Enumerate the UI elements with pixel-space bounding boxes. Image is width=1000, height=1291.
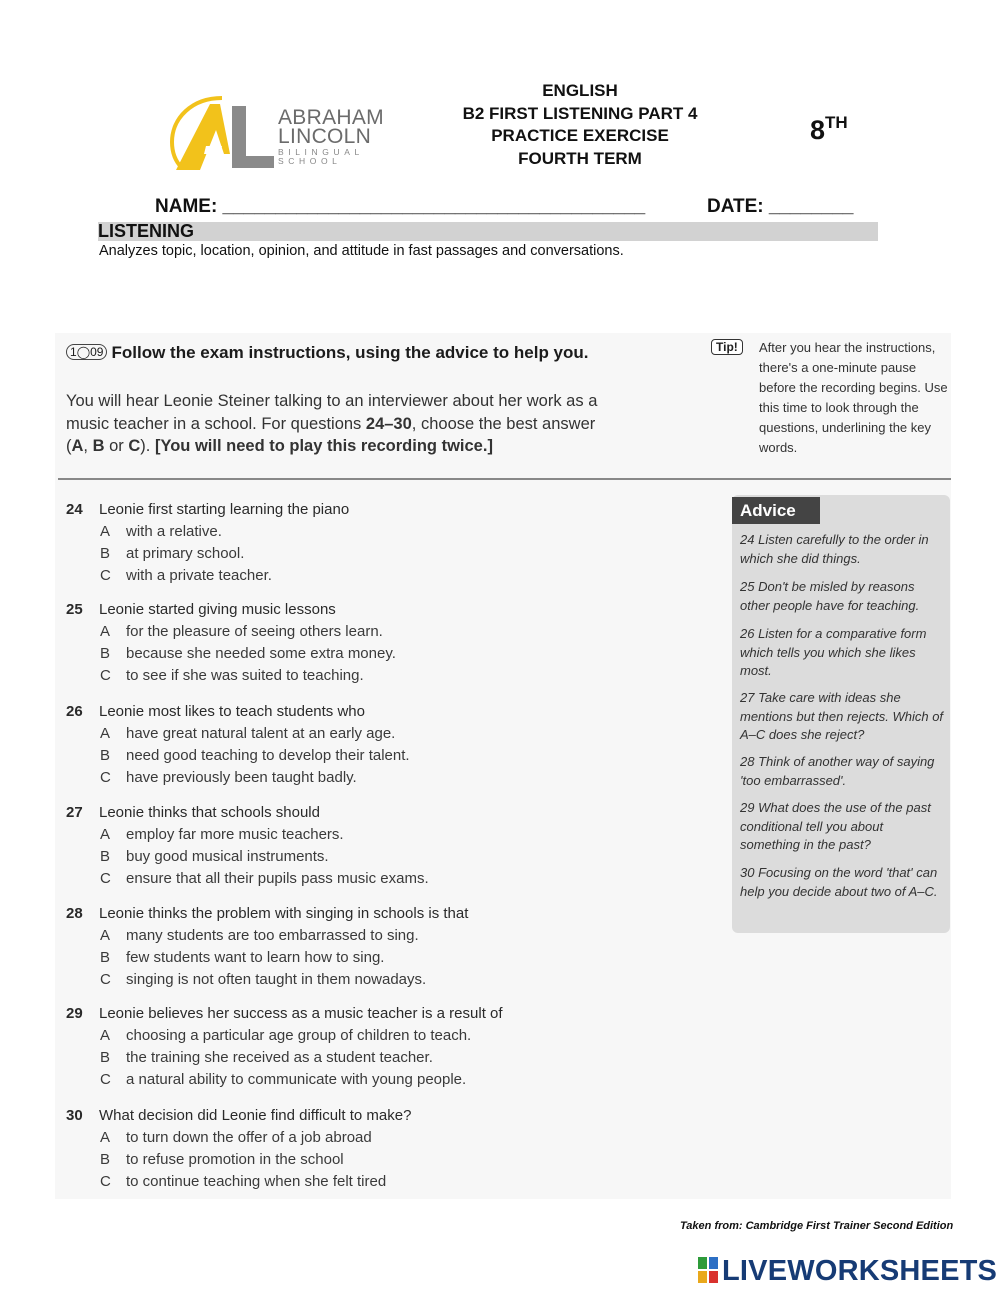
option-letter: C bbox=[128, 437, 141, 455]
answer-option-24-b[interactable] bbox=[100, 545, 244, 562]
question-text: What decision did Leonie find difficult to make? bbox=[99, 1107, 412, 1124]
answer-option-30-a[interactable] bbox=[100, 1129, 372, 1146]
option-letter: B bbox=[92, 437, 105, 455]
answer-option-25-c[interactable] bbox=[100, 667, 364, 684]
question-number: 26 bbox=[66, 703, 83, 720]
answer-option-26-c[interactable] bbox=[100, 769, 357, 786]
question-number: 27 bbox=[66, 804, 83, 821]
advice-text: Take care with ideas she mentions but then rejects. Which of A–C does she reject? bbox=[740, 690, 944, 742]
audio-track-icon: 1◯09 bbox=[66, 344, 107, 360]
option-text: few students want to learn how to sing. bbox=[126, 949, 385, 966]
option-text: a natural ability to communicate with young people. bbox=[126, 1071, 467, 1088]
answer-option-28-b[interactable] bbox=[100, 949, 384, 966]
question-26 bbox=[66, 703, 365, 720]
grade bbox=[810, 115, 848, 146]
question-range: 24–30 bbox=[365, 414, 412, 433]
option-letter: A bbox=[100, 725, 111, 742]
option-text: ensure that all their pupils pass music exams. bbox=[126, 870, 429, 887]
answer-option-26-a[interactable] bbox=[100, 725, 395, 742]
option-letter: A bbox=[100, 523, 111, 540]
option-text: have previously been taught badly. bbox=[126, 769, 357, 786]
advice-number: 25 bbox=[740, 579, 755, 594]
exam-heading-text: Follow the exam instructions, using the advice to help you. bbox=[111, 343, 589, 362]
question-number: 28 bbox=[66, 905, 83, 922]
instr-text: , bbox=[83, 437, 93, 455]
question-29 bbox=[66, 1005, 503, 1022]
option-text: with a relative. bbox=[126, 523, 222, 540]
answer-option-29-b[interactable] bbox=[100, 1049, 433, 1066]
advice-number: 24 bbox=[740, 532, 755, 547]
option-letter: A bbox=[100, 623, 111, 640]
option-letter: B bbox=[100, 1049, 111, 1066]
option-letter: C bbox=[100, 769, 111, 786]
question-text: Leonie thinks that schools should bbox=[99, 804, 320, 821]
question-text: Leonie most likes to teach students who bbox=[99, 703, 365, 720]
advice-item-29 bbox=[740, 799, 945, 855]
option-text: need good teaching to develop their talent. bbox=[126, 747, 410, 764]
option-letter: C bbox=[100, 667, 111, 684]
school-sub-line2: SCHOOL bbox=[278, 156, 342, 166]
answer-option-25-b[interactable] bbox=[100, 645, 396, 662]
grade-number: 8 bbox=[810, 115, 826, 145]
name-field[interactable]: NAME: ________________________________________ bbox=[155, 196, 646, 217]
option-text: singing is not often taught in them nowadays. bbox=[126, 971, 427, 988]
advice-item-26 bbox=[740, 625, 945, 681]
answer-option-28-c[interactable] bbox=[100, 971, 426, 988]
advice-item-30 bbox=[740, 864, 945, 901]
option-text: to turn down the offer of a job abroad bbox=[126, 1129, 372, 1146]
answer-option-27-a[interactable] bbox=[100, 826, 344, 843]
divider bbox=[58, 478, 951, 480]
option-text: many students are too embarrassed to sing. bbox=[126, 927, 419, 944]
answer-option-29-c[interactable] bbox=[100, 1071, 466, 1088]
option-letter: C bbox=[100, 971, 111, 988]
question-text: Leonie started giving music lessons bbox=[99, 601, 336, 618]
liveworksheets-icon bbox=[698, 1257, 718, 1283]
answer-option-26-b[interactable] bbox=[100, 747, 410, 764]
question-30 bbox=[66, 1107, 411, 1124]
option-text: choosing a particular age group of children to teach. bbox=[126, 1027, 472, 1044]
source-credit: Taken from: Cambridge First Trainer Second Edition bbox=[680, 1220, 954, 1232]
question-28 bbox=[66, 905, 468, 922]
advice-title: Advice bbox=[732, 497, 820, 524]
option-letter: C bbox=[100, 1071, 111, 1088]
advice-text: Listen carefully to the order in which she did things. bbox=[740, 532, 929, 566]
advice-text: Don't be misled by reasons other people have for teaching. bbox=[740, 579, 920, 613]
advice-text: What does the use of the past conditional tell you about something in the past? bbox=[740, 800, 931, 852]
advice-number: 28 bbox=[740, 754, 755, 769]
logo-mark bbox=[170, 90, 276, 172]
option-text: buy good musical instruments. bbox=[126, 848, 329, 865]
question-27 bbox=[66, 804, 320, 821]
option-letter: A bbox=[100, 927, 111, 944]
option-letter: A bbox=[100, 1027, 111, 1044]
option-text: to refuse promotion in the school bbox=[126, 1151, 344, 1168]
question-number: 24 bbox=[66, 501, 83, 518]
answer-option-30-c[interactable] bbox=[100, 1173, 386, 1190]
option-text: to see if she was suited to teaching. bbox=[126, 667, 364, 684]
advice-number: 27 bbox=[740, 690, 755, 705]
option-letter: B bbox=[100, 645, 111, 662]
section-title: LISTENING bbox=[98, 222, 878, 241]
subject: ENGLISH bbox=[542, 81, 618, 100]
option-text: to continue teaching when she felt tired bbox=[126, 1173, 387, 1190]
option-text: for the pleasure of seeing others learn. bbox=[126, 623, 383, 640]
option-text: because she needed some extra money. bbox=[126, 645, 396, 662]
advice-number: 30 bbox=[740, 865, 755, 880]
school-logo bbox=[170, 90, 384, 172]
question-25 bbox=[66, 601, 336, 618]
tip-text: After you hear the instructions, there's a one-minute pause before the recording begins. Use this time to look through the questions, underlining the key words. bbox=[759, 340, 948, 455]
advice-item-28 bbox=[740, 753, 945, 790]
track-number: 09 bbox=[90, 345, 104, 359]
answer-option-30-b[interactable] bbox=[100, 1151, 344, 1168]
instr-text: ( bbox=[66, 437, 72, 455]
option-letter: A bbox=[71, 437, 84, 455]
advice-item-27 bbox=[740, 689, 945, 745]
instructions-line-3 bbox=[66, 435, 686, 458]
option-text: have great natural talent at an early age. bbox=[126, 725, 396, 742]
document-heading bbox=[420, 80, 740, 170]
section-description: Analyzes topic, location, opinion, and attitude in fast passages and conversations. bbox=[99, 243, 624, 259]
option-text: at primary school. bbox=[126, 545, 245, 562]
school-name-line1: ABRAHAM bbox=[278, 106, 384, 129]
exam-heading bbox=[66, 343, 589, 363]
answer-option-24-a[interactable] bbox=[100, 523, 222, 540]
advice-item-24 bbox=[740, 531, 945, 568]
question-number: 25 bbox=[66, 601, 83, 618]
term-label: FOURTH TERM bbox=[518, 148, 642, 168]
question-text: Leonie believes her success as a music teacher is a result of bbox=[99, 1005, 503, 1022]
grade-suffix: TH bbox=[825, 113, 848, 132]
option-letter: A bbox=[100, 1129, 111, 1146]
brand-name: LIVEWORKSHEETS bbox=[722, 1255, 998, 1287]
document-title: B2 FIRST LISTENING PART 4 bbox=[462, 103, 698, 123]
instr-text: music teacher in a school. For questions bbox=[66, 414, 366, 433]
option-letter: C bbox=[100, 567, 111, 584]
liveworksheets-logo bbox=[698, 1255, 997, 1288]
question-number: 29 bbox=[66, 1005, 83, 1022]
answer-option-27-b[interactable] bbox=[100, 848, 329, 865]
option-letter: B bbox=[100, 545, 111, 562]
option-letter: B bbox=[100, 747, 111, 764]
advice-number: 26 bbox=[740, 626, 755, 641]
advice-text: Listen for a comparative form which tells you which she likes most. bbox=[740, 626, 927, 678]
advice-text: Think of another way of saying 'too embarrassed'. bbox=[740, 754, 935, 788]
instr-text: , choose the best answer bbox=[411, 414, 596, 433]
instr-text: or bbox=[104, 437, 129, 455]
option-text: the training she received as a student teacher. bbox=[126, 1049, 433, 1066]
option-letter: B bbox=[100, 848, 111, 865]
school-name-line2: LINCOLN bbox=[278, 125, 372, 148]
question-text: Leonie thinks the problem with singing in schools is that bbox=[99, 905, 469, 922]
option-letter: C bbox=[100, 1173, 111, 1190]
advice-text: Focusing on the word 'that' can help you decide about two of A–C. bbox=[740, 865, 938, 899]
option-letter: A bbox=[100, 826, 111, 843]
option-letter: B bbox=[100, 949, 111, 966]
question-text: Leonie first starting learning the piano bbox=[99, 501, 350, 518]
track-disc-number: 1 bbox=[70, 345, 77, 359]
question-24 bbox=[66, 501, 349, 518]
school-sub-line1: BILINGUAL bbox=[278, 147, 364, 157]
option-text: with a private teacher. bbox=[126, 567, 272, 584]
answer-option-27-c[interactable] bbox=[100, 870, 429, 887]
option-letter: B bbox=[100, 1151, 111, 1168]
answer-option-29-a[interactable] bbox=[100, 1027, 471, 1044]
advice-item-25 bbox=[740, 578, 945, 615]
exam-instructions bbox=[66, 390, 686, 458]
option-text: employ far more music teachers. bbox=[126, 826, 344, 843]
play-twice-note: [You will need to play this recording twice.] bbox=[154, 437, 493, 455]
question-number: 30 bbox=[66, 1107, 83, 1124]
answer-option-25-a[interactable] bbox=[100, 623, 383, 640]
tip-badge: Tip! bbox=[711, 339, 743, 355]
answer-option-24-c[interactable] bbox=[100, 567, 272, 584]
date-field[interactable]: DATE: ________ bbox=[707, 196, 854, 217]
instructions-line-1: You will hear Leonie Steiner talking to an interviewer about her work as a bbox=[66, 392, 598, 410]
answer-option-28-a[interactable] bbox=[100, 927, 419, 944]
advice-number: 29 bbox=[740, 800, 755, 815]
instr-text: ). bbox=[140, 437, 155, 455]
option-letter: C bbox=[100, 870, 111, 887]
exercise-label: PRACTICE EXERCISE bbox=[491, 126, 669, 145]
instructions-line-2 bbox=[66, 413, 686, 436]
